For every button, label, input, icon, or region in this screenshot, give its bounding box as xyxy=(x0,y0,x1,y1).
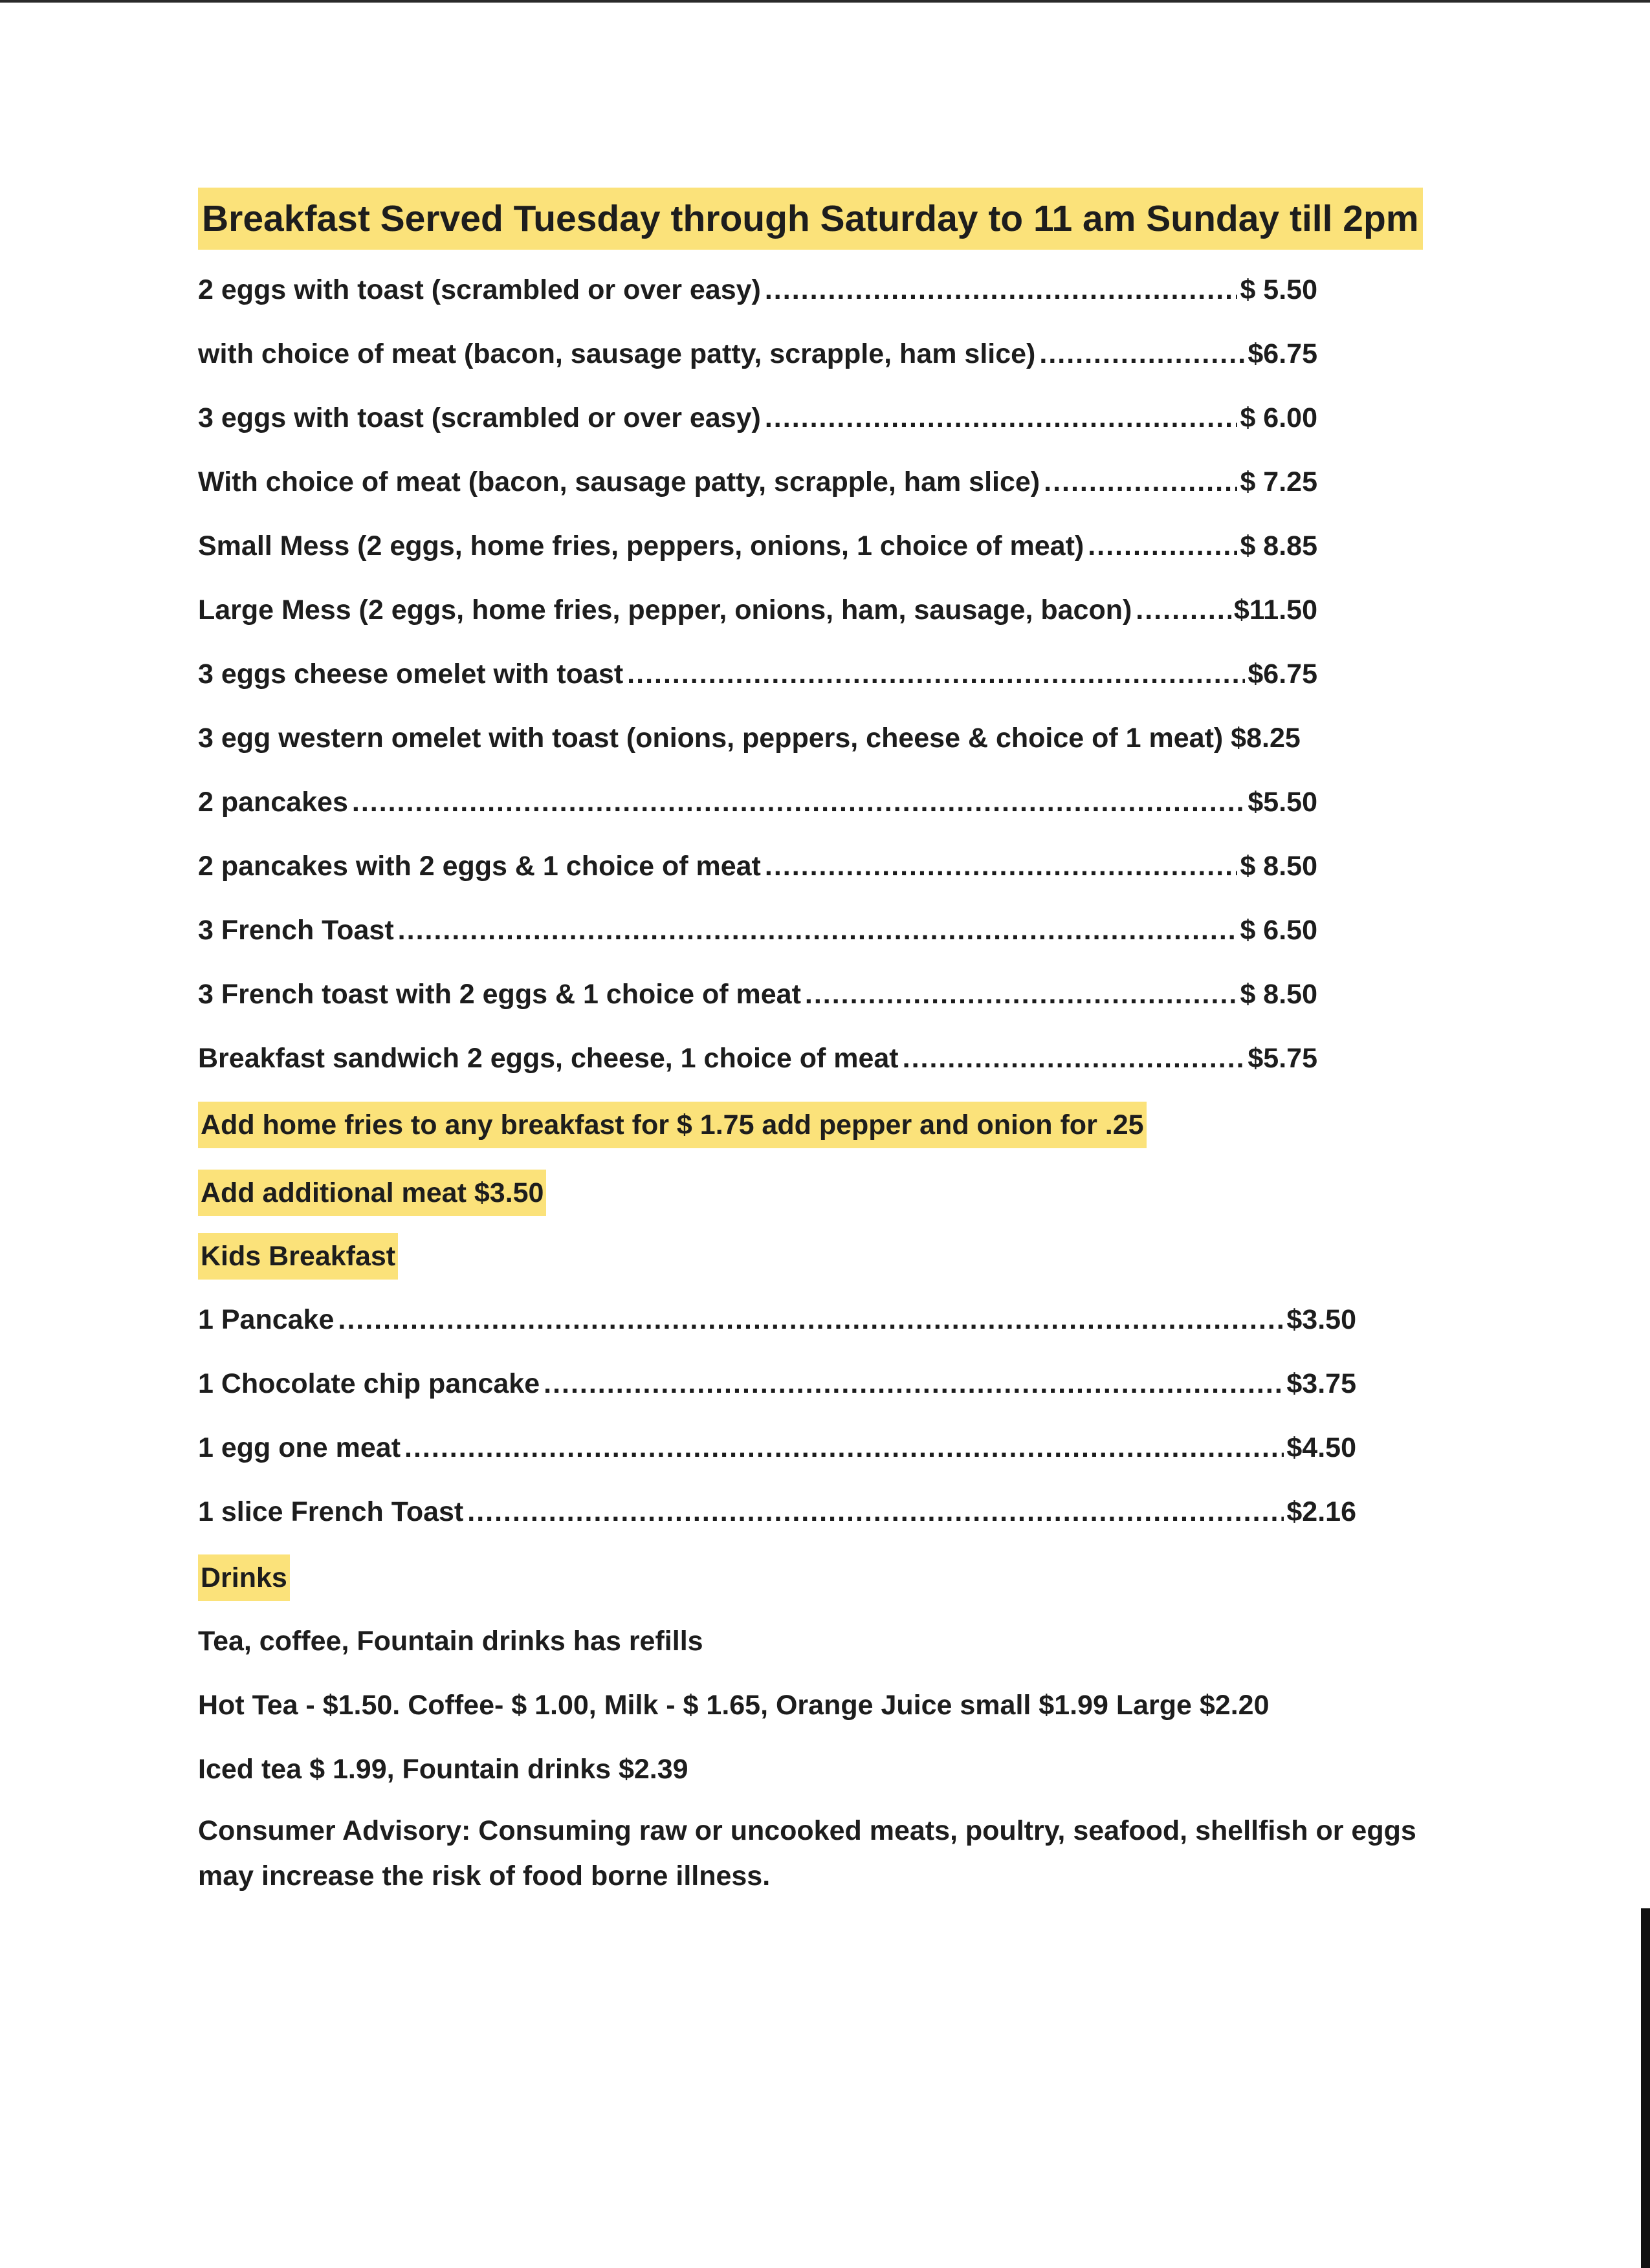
menu-item-row xyxy=(198,907,1317,954)
kids-item-row xyxy=(198,1296,1356,1343)
menu-item-row xyxy=(198,971,1317,1018)
menu-item-price: $ 5.50 xyxy=(1240,274,1317,305)
scan-edge-top xyxy=(0,0,1650,3)
menu-item-name: Breakfast sandwich 2 eggs, cheese, 1 choice of meat xyxy=(198,1043,899,1074)
menu-item-name: 1 slice French Toast xyxy=(198,1496,464,1527)
menu-item-price: $ 8.50 xyxy=(1240,851,1317,882)
dot-leader xyxy=(352,779,1246,825)
menu-item-name: With choice of meat (bacon, sausage patty, scrapple, ham slice) xyxy=(198,466,1040,497)
menu-item-price: $ 6.50 xyxy=(1240,915,1317,946)
kids-item-row xyxy=(198,1360,1356,1407)
menu-item-row xyxy=(198,523,1317,569)
menu-item-name: 3 French Toast xyxy=(198,915,394,946)
menu-item-price: $3.75 xyxy=(1286,1368,1356,1399)
dot-leader xyxy=(765,267,1238,313)
menu-item-price: $6.75 xyxy=(1248,659,1317,690)
menu-item-row xyxy=(198,587,1317,633)
menu-item-name: 2 pancakes xyxy=(198,787,348,818)
menu-item-price: $4.50 xyxy=(1286,1432,1356,1463)
menu-item-name: 1 Chocolate chip pancake xyxy=(198,1368,540,1399)
drinks-heading: Drinks xyxy=(198,1554,290,1601)
menu-item-name: 3 eggs cheese omelet with toast xyxy=(198,659,624,690)
advisory-line-2: may increase the risk of food borne illness. xyxy=(198,1860,771,1892)
dot-leader xyxy=(404,1424,1284,1471)
menu-item-name: with choice of meat (bacon, sausage patty, scrapple, ham slice) xyxy=(198,338,1036,369)
menu-item-row xyxy=(198,1035,1317,1082)
consumer-advisory xyxy=(198,1808,1447,1899)
menu-item-name: 3 eggs with toast (scrambled or over easy) xyxy=(198,402,761,433)
kids-heading: Kids Breakfast xyxy=(198,1233,398,1280)
menu-item-row xyxy=(198,459,1317,505)
menu-item-name: 2 pancakes with 2 eggs & 1 choice of meat xyxy=(198,851,761,882)
menu-item-name: 1 Pancake xyxy=(198,1304,335,1335)
dot-leader xyxy=(467,1488,1284,1535)
menu-item-name: 3 French toast with 2 eggs & 1 choice of meat xyxy=(198,979,801,1010)
menu-item-row xyxy=(198,651,1317,697)
drinks-refills: Tea, coffee, Fountain drinks has refills xyxy=(198,1626,703,1657)
kids-item-row xyxy=(198,1488,1356,1535)
dot-leader xyxy=(627,651,1245,697)
advisory-line-1: Consumer Advisory: Consuming raw or uncooked meats, poultry, seafood, shellfish or eggs xyxy=(198,1815,1416,1846)
dot-leader xyxy=(903,1035,1246,1082)
menu-item-name: 2 eggs with toast (scrambled or over easy) xyxy=(198,274,761,305)
menu-item-name: Large Mess (2 eggs, home fries, pepper, onions, ham, sausage, bacon) xyxy=(198,594,1132,626)
menu-item-price: $5.75 xyxy=(1248,1043,1317,1074)
dot-leader xyxy=(1044,459,1237,505)
menu-item-name: Small Mess (2 eggs, home fries, peppers, onions, 1 choice of meat) xyxy=(198,530,1084,562)
dot-leader xyxy=(765,843,1238,889)
menu-item-price: $ 8.85 xyxy=(1240,530,1317,562)
menu-item-price: $ 8.50 xyxy=(1240,979,1317,1010)
dot-leader xyxy=(1088,523,1237,569)
menu-item-price: $5.50 xyxy=(1248,787,1317,818)
dot-leader xyxy=(1136,587,1231,633)
menu-title: Breakfast Served Tuesday through Saturday to 11 am Sunday till 2pm xyxy=(198,188,1423,250)
menu-item-price: $ 6.00 xyxy=(1240,402,1317,433)
dot-leader xyxy=(765,395,1238,441)
drinks-line-1: Hot Tea - $1.50. Coffee- $ 1.00, Milk - $ 1.65, Orange Juice small $1.99 Large $2.20 xyxy=(198,1690,1270,1721)
drinks-line-2: Iced tea $ 1.99, Fountain drinks $2.39 xyxy=(198,1754,688,1785)
scan-edge-right xyxy=(1641,1908,1650,2268)
dot-leader xyxy=(544,1360,1284,1407)
menu-item-price: $11.50 xyxy=(1233,594,1317,626)
menu-item-row xyxy=(198,331,1317,377)
menu-item-row xyxy=(198,843,1317,889)
kids-item-row xyxy=(198,1424,1356,1471)
menu-item-row xyxy=(198,267,1317,313)
dot-leader xyxy=(398,907,1238,954)
menu-item-price: $3.50 xyxy=(1286,1304,1356,1335)
menu-item-name: 1 egg one meat xyxy=(198,1432,401,1463)
dot-leader xyxy=(1039,331,1245,377)
menu-item-row xyxy=(198,715,1301,761)
menu-item-row xyxy=(198,395,1317,441)
addon-home-fries: Add home fries to any breakfast for $ 1.75 add pepper and onion for .25 xyxy=(198,1102,1147,1148)
addon-meat: Add additional meat $3.50 xyxy=(198,1170,546,1216)
menu-item-price: $2.16 xyxy=(1286,1496,1356,1527)
menu-item-price: $8.25 xyxy=(1231,723,1301,754)
menu-item-price: $6.75 xyxy=(1248,338,1317,369)
menu-item-name: 3 egg western omelet with toast (onions, peppers, cheese & choice of 1 meat) xyxy=(198,723,1224,754)
dot-leader xyxy=(805,971,1238,1018)
dot-leader xyxy=(338,1296,1284,1343)
menu-item-row xyxy=(198,779,1317,825)
menu-item-price: $ 7.25 xyxy=(1240,466,1317,497)
